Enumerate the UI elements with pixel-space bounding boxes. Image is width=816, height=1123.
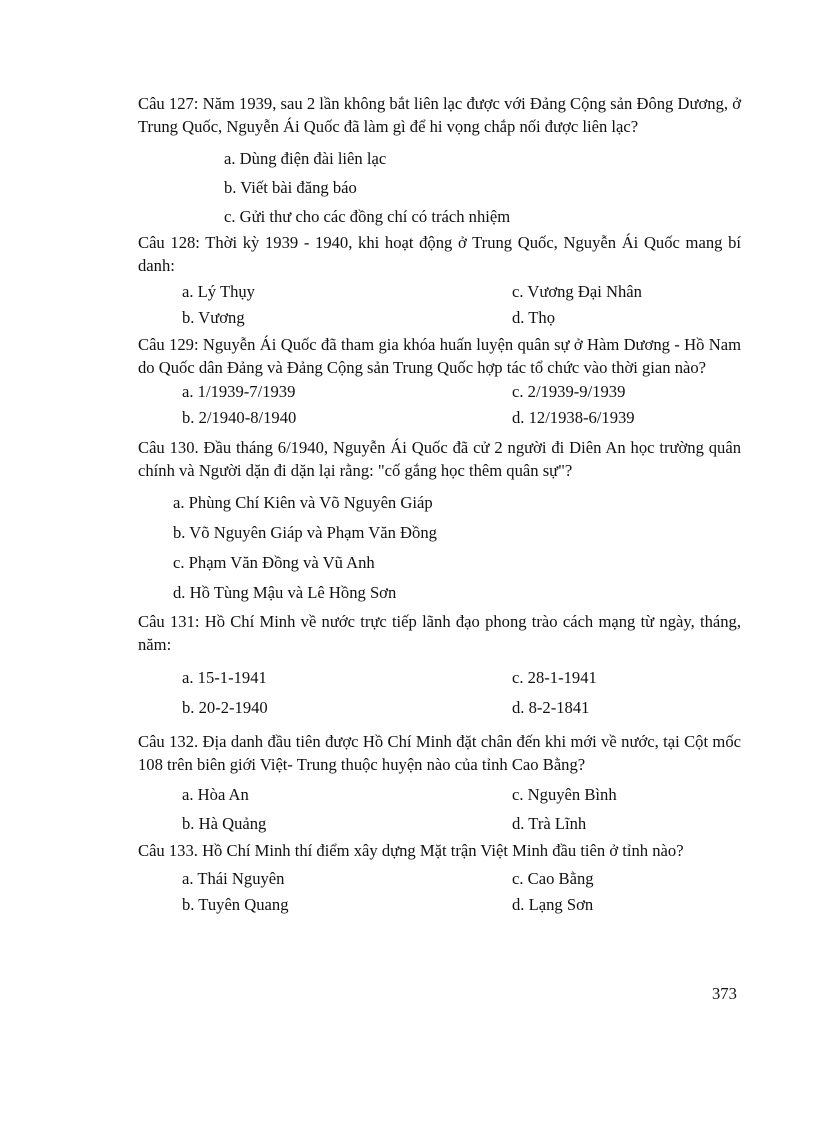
option-d: d. 12/1938-6/1939 <box>512 408 635 427</box>
page-number: 373 <box>712 984 737 1003</box>
question-text: Câu 133. Hồ Chí Minh thí điểm xây dựng Mặt trận Việt Minh đầu tiên ở tỉnh nào? <box>138 841 684 860</box>
option-b: b. 20-2-1940 <box>182 698 268 717</box>
question-text: Câu 131: Hồ Chí Minh về nước trực tiếp lãnh đạo phong trào cách mạng từ ngày, tháng, năm: <box>138 612 741 654</box>
question-text: Câu 128: Thời kỳ 1939 - 1940, khi hoạt động ở Trung Quốc, Nguyễn Ái Quốc mang bí danh: <box>138 233 741 275</box>
options-grid <box>182 780 741 838</box>
options-list <box>173 488 741 608</box>
options-list <box>224 144 741 231</box>
option-b: b. Võ Nguyên Giáp và Phạm Văn Đồng <box>173 523 437 542</box>
option-d: d. Lạng Sơn <box>512 894 594 914</box>
option-c: c. Gửi thư cho các đồng chí có trách nhiệm <box>224 207 511 226</box>
option-a: a. Hòa An <box>182 785 249 804</box>
option-a: a. Lý Thụy <box>182 282 255 301</box>
option-a: a. Thái Nguyên <box>182 868 285 888</box>
option-b: b. Hà Quảng <box>182 814 267 833</box>
option-a: a. Dùng điện đài liên lạc <box>224 149 387 168</box>
question-text: Câu 130. Đầu tháng 6/1940, Nguyễn Ái Quốc đã cử 2 người đi Diên An học trường quân chính và Người dặn đi dặn lại rằng: "cố gắng học thêm quân sự"? <box>138 438 741 480</box>
question-text: Câu 129: Nguyễn Ái Quốc đã tham gia khóa huấn luyện quân sự ở Hàm Dương - Hồ Nam do Quốc dân Đảng và Đảng Cộng sản Trung Quốc hợp tác tổ chức vào thời gian nào? <box>138 335 741 377</box>
options-grid <box>182 379 741 431</box>
question-128 <box>138 232 741 331</box>
question-127 <box>138 93 741 231</box>
question-text: Câu 127: Năm 1939, sau 2 lần không bắt liên lạc được với Đảng Cộng sản Đông Dương, ở Trung Quốc, Nguyễn Ái Quốc đã làm gì để hi vọng chắp nối được liên lạc? <box>138 94 741 136</box>
question-text: Câu 132. Địa danh đầu tiên được Hồ Chí Minh đặt chân đến khi mới về nước, tại Cột mốc 108 trên biên giới Việt- Trung thuộc huyện nào của tỉnh Cao Bằng? <box>138 732 741 774</box>
option-a: a. 15-1-1941 <box>182 668 267 687</box>
option-d: d. Trà Lĩnh <box>512 814 587 833</box>
question-133 <box>138 840 741 918</box>
option-b: b. 2/1940-8/1940 <box>182 408 297 427</box>
option-b: b. Tuyên Quang <box>182 894 289 914</box>
option-b: b. Vương <box>182 308 245 327</box>
options-grid <box>182 866 741 918</box>
options-grid <box>182 279 741 331</box>
document-page <box>138 93 741 918</box>
option-c: c. Vương Đại Nhân <box>512 282 642 301</box>
question-129 <box>138 334 741 431</box>
option-a: a. 1/1939-7/1939 <box>182 382 296 401</box>
option-a: a. Phùng Chí Kiên và Võ Nguyên Giáp <box>173 493 433 512</box>
option-d: d. Thọ <box>512 308 556 327</box>
question-130 <box>138 437 741 608</box>
option-c: c. Cao Bằng <box>512 868 594 888</box>
option-c: c. Phạm Văn Đồng và Vũ Anh <box>173 553 375 572</box>
question-132 <box>138 731 741 838</box>
option-d: d. 8-2-1841 <box>512 698 590 717</box>
option-c: c. Nguyên Bình <box>512 785 617 804</box>
option-d: d. Hồ Tùng Mậu và Lê Hồng Sơn <box>173 583 397 602</box>
option-b: b. Viết bài đăng báo <box>224 178 357 197</box>
question-131 <box>138 611 741 723</box>
option-c: c. 2/1939-9/1939 <box>512 382 626 401</box>
option-c: c. 28-1-1941 <box>512 668 597 687</box>
options-grid <box>182 663 741 723</box>
